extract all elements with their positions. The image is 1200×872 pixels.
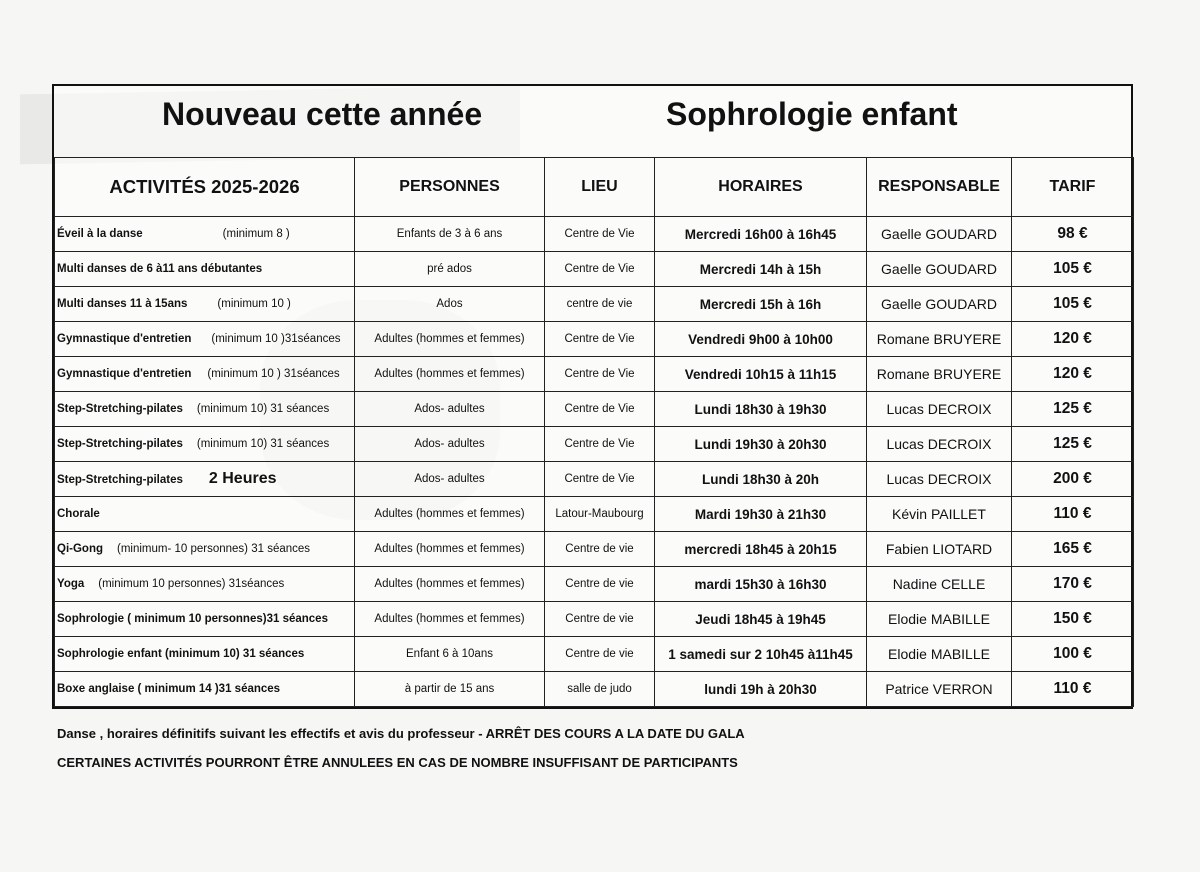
table-row — [55, 672, 1134, 707]
banner-sophrology-children: Sophrologie enfant — [666, 96, 958, 132]
activities-table — [54, 157, 1134, 707]
activity-cell — [55, 497, 355, 532]
persons-cell: Ados- adultes — [355, 462, 545, 497]
price-cell: 100 € — [1012, 637, 1134, 672]
place-cell: Centre de vie — [545, 532, 655, 567]
table-row — [55, 287, 1134, 322]
price-cell: 200 € — [1012, 462, 1134, 497]
table-header-row — [55, 158, 1134, 217]
price-cell: 105 € — [1012, 287, 1134, 322]
schedule-cell: Mercredi 14h à 15h — [655, 252, 867, 287]
header-persons: PERSONNES — [355, 158, 545, 217]
table-row — [55, 497, 1134, 532]
persons-cell: Adultes (hommes et femmes) — [355, 497, 545, 532]
activity-cell — [55, 462, 355, 497]
banner-new-this-year: Nouveau cette année — [162, 96, 483, 132]
manager-cell: Patrice VERRON — [867, 672, 1012, 707]
persons-cell: Adultes (hommes et femmes) — [355, 567, 545, 602]
place-cell: Centre de Vie — [545, 357, 655, 392]
table-row — [55, 567, 1134, 602]
table-row — [55, 252, 1134, 287]
manager-cell: Gaelle GOUDARD — [867, 252, 1012, 287]
table-row — [55, 427, 1134, 462]
place-cell: salle de judo — [545, 672, 655, 707]
schedule-cell: Mercredi 16h00 à 16h45 — [655, 217, 867, 252]
persons-cell: Ados- adultes — [355, 427, 545, 462]
activity-details: (minimum 8 ) — [222, 228, 290, 240]
persons-cell: Adultes (hommes et femmes) — [355, 602, 545, 637]
schedule-cell: lundi 19h à 20h30 — [655, 672, 867, 707]
schedule-cell: Jeudi 18h45 à 19h45 — [655, 602, 867, 637]
manager-cell: Gaelle GOUDARD — [867, 217, 1012, 252]
header-activities: ACTIVITÉS 2025-2026 — [55, 158, 355, 217]
manager-cell: Romane BRUYERE — [867, 357, 1012, 392]
note-cancellation: CERTAINES ACTIVITÉS POURRONT ÊTRE ANNULEES EN CAS DE NOMBRE INSUFFISANT DE PARTICIPANTS — [57, 755, 738, 770]
schedule-cell: 1 samedi sur 2 10h45 à11h45 — [655, 637, 867, 672]
activity-cell — [55, 532, 355, 567]
manager-cell: Romane BRUYERE — [867, 322, 1012, 357]
price-cell: 150 € — [1012, 602, 1134, 637]
activity-name: Gymnastique d'entretien — [57, 333, 192, 345]
header-schedule: HORAIRES — [655, 158, 867, 217]
activity-cell — [55, 287, 355, 322]
activity-name: Step-Stretching-pilates — [57, 474, 183, 486]
activity-cell — [55, 252, 355, 287]
price-cell: 110 € — [1012, 672, 1134, 707]
activity-name: Step-Stretching-pilates — [57, 403, 183, 415]
header-price: TARIF — [1012, 158, 1134, 217]
schedule-cell: Lundi 18h30 à 19h30 — [655, 392, 867, 427]
activity-cell — [55, 357, 355, 392]
schedule-cell: Lundi 19h30 à 20h30 — [655, 427, 867, 462]
manager-cell: Gaelle GOUDARD — [867, 287, 1012, 322]
activity-details: (minimum 10 personnes) 31séances — [98, 578, 285, 590]
place-cell: Centre de vie — [545, 637, 655, 672]
activity-details: (minimum 10) 31 séances — [196, 403, 330, 415]
activity-cell — [55, 427, 355, 462]
activity-cell — [55, 392, 355, 427]
activity-name: Sophrologie enfant (minimum 10) 31 séances — [57, 648, 305, 660]
place-cell: Centre de Vie — [545, 462, 655, 497]
table-row — [55, 462, 1134, 497]
persons-cell: Ados — [355, 287, 545, 322]
place-cell: centre de vie — [545, 287, 655, 322]
activity-name: Yoga — [57, 578, 85, 590]
place-cell: Centre de Vie — [545, 392, 655, 427]
persons-cell: Ados- adultes — [355, 392, 545, 427]
manager-cell: Lucas DECROIX — [867, 392, 1012, 427]
manager-cell: Nadine CELLE — [867, 567, 1012, 602]
activity-name: Step-Stretching-pilates — [57, 438, 183, 450]
schedule-cell: Vendredi 9h00 à 10h00 — [655, 322, 867, 357]
activity-cell — [55, 217, 355, 252]
table-row — [55, 322, 1134, 357]
table-row — [55, 357, 1134, 392]
place-cell: Centre de vie — [545, 602, 655, 637]
activity-details: (minimum 10 )31séances — [211, 333, 341, 345]
activity-name: Chorale — [57, 508, 100, 520]
note-dance-schedule: Danse , horaires définitifs suivant les effectifs et avis du professeur - ARRÊT DES COURS A LA DATE DU GALA — [57, 726, 745, 741]
manager-cell: Lucas DECROIX — [867, 462, 1012, 497]
schedule-cell: mardi 15h30 à 16h30 — [655, 567, 867, 602]
manager-cell: Elodie MABILLE — [867, 602, 1012, 637]
manager-cell: Kévin PAILLET — [867, 497, 1012, 532]
persons-cell: Adultes (hommes et femmes) — [355, 357, 545, 392]
activity-name: Qi-Gong — [57, 543, 103, 555]
price-cell: 98 € — [1012, 217, 1134, 252]
activity-duration: 2 Heures — [208, 470, 277, 487]
activity-cell — [55, 672, 355, 707]
schedule-cell: Lundi 18h30 à 20h — [655, 462, 867, 497]
manager-cell: Elodie MABILLE — [867, 637, 1012, 672]
activity-cell — [55, 637, 355, 672]
price-cell: 105 € — [1012, 252, 1134, 287]
schedule-cell: Mercredi 15h à 16h — [655, 287, 867, 322]
activity-name: Multi danses 11 à 15ans — [57, 298, 188, 310]
activity-details: (minimum 10) 31 séances — [196, 438, 330, 450]
schedule-cell: Mardi 19h30 à 21h30 — [655, 497, 867, 532]
header-place: LIEU — [545, 158, 655, 217]
price-cell: 120 € — [1012, 357, 1134, 392]
activity-cell — [55, 602, 355, 637]
place-cell: Centre de Vie — [545, 217, 655, 252]
table-row — [55, 392, 1134, 427]
place-cell: Centre de Vie — [545, 427, 655, 462]
activity-details: (minimum 10 ) 31séances — [207, 368, 340, 380]
activity-details: (minimum- 10 personnes) 31 séances — [117, 543, 311, 555]
price-cell: 125 € — [1012, 427, 1134, 462]
table-row — [55, 532, 1134, 567]
schedule-cell: Vendredi 10h15 à 11h15 — [655, 357, 867, 392]
persons-cell: Enfants de 3 à 6 ans — [355, 217, 545, 252]
table-row — [55, 602, 1134, 637]
banner — [54, 86, 1131, 158]
activity-name: Gymnastique d'entretien — [57, 368, 192, 380]
activity-name: Sophrologie ( minimum 10 personnes)31 séances — [57, 613, 328, 625]
persons-cell: à partir de 15 ans — [355, 672, 545, 707]
price-cell: 170 € — [1012, 567, 1134, 602]
persons-cell: Adultes (hommes et femmes) — [355, 532, 545, 567]
manager-cell: Lucas DECROIX — [867, 427, 1012, 462]
activity-cell — [55, 567, 355, 602]
price-cell: 165 € — [1012, 532, 1134, 567]
activity-name: Multi danses de 6 à11 ans débutantes — [57, 263, 263, 275]
persons-cell: Enfant 6 à 10ans — [355, 637, 545, 672]
table-row — [55, 637, 1134, 672]
header-manager: RESPONSABLE — [867, 158, 1012, 217]
activity-cell — [55, 322, 355, 357]
place-cell: Centre de Vie — [545, 252, 655, 287]
price-cell: 110 € — [1012, 497, 1134, 532]
price-cell: 120 € — [1012, 322, 1134, 357]
activities-sheet — [52, 84, 1133, 709]
persons-cell: Adultes (hommes et femmes) — [355, 322, 545, 357]
schedule-cell: mercredi 18h45 à 20h15 — [655, 532, 867, 567]
price-cell: 125 € — [1012, 392, 1134, 427]
place-cell: Centre de Vie — [545, 322, 655, 357]
activity-name: Boxe anglaise ( minimum 14 )31 séances — [57, 683, 281, 695]
place-cell: Centre de vie — [545, 567, 655, 602]
manager-cell: Fabien LIOTARD — [867, 532, 1012, 567]
table-row — [55, 217, 1134, 252]
persons-cell: pré ados — [355, 252, 545, 287]
activity-details: (minimum 10 ) — [217, 298, 291, 310]
place-cell: Latour-Maubourg — [545, 497, 655, 532]
activity-name: Éveil à la danse — [57, 228, 143, 240]
